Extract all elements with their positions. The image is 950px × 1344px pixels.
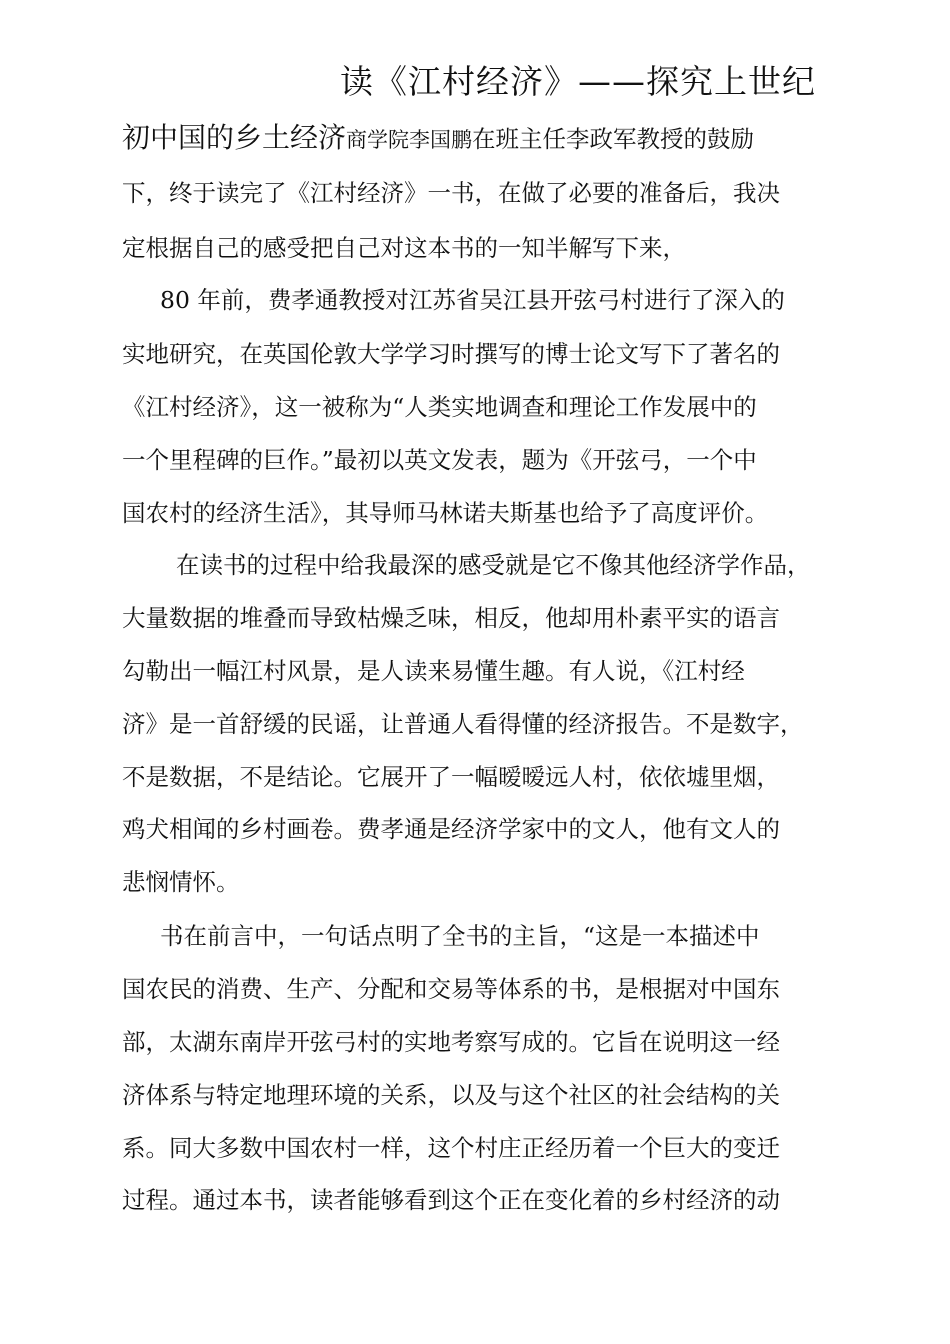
body-text-line: 济》是一首舒缓的民谣，让普通人看得懂的经济报告。不是数字， <box>122 710 804 738</box>
body-text-line: 系。同大多数中国农村一样，这个村庄正经历着一个巨大的变迁 <box>122 1134 780 1162</box>
body-text-line: 国农民的消费、生产、分配和交易等体系的书，是根据对中国东 <box>122 975 780 1003</box>
body-text-line: 定根据自己的感受把自己对这本书的一知半解写下来， <box>122 234 686 262</box>
body-text-line: 不是数据，不是结论。它展开了一幅暧暧远人村，依依墟里烟， <box>122 763 780 791</box>
body-text-line: 大量数据的堆叠而导致枯燥乏味，相反，他却用朴素平实的语言 <box>122 604 780 632</box>
paragraph-start-line: 书在前言中，一句话点明了全书的主旨，“这是一本描述中 <box>160 922 760 950</box>
body-text-line: 实地研究，在英国伦敦大学学习时撰写的博士论文写下了著名的 <box>122 340 780 368</box>
body-text-line: 一个里程碑的巨作。”最初以英文发表，题为《开弦弓，一个中 <box>122 446 757 474</box>
body-text-line: 《江村经济》，这一被称为“人类实地调查和理论工作发展中的 <box>122 393 757 421</box>
body-text-line: 过程。通过本书，读者能够看到这个正在变化着的乡村经济的动 <box>122 1186 780 1214</box>
body-text-line: 在班主任李政军教授的鼓励 <box>472 125 755 153</box>
paragraph-start-line: 在读书的过程中给我最深的感受就是它不像其他经济学作品， <box>176 551 811 579</box>
author-line: 商学院李国鹏 <box>346 128 473 152</box>
title-line-2 <box>122 121 755 154</box>
body-text-line: 鸡犬相闻的乡村画卷。费孝通是经济学家中的文人，他有文人的 <box>122 815 780 843</box>
paragraph-start-line: 80 年前，费孝通教授对江苏省吴江县开弦弓村进行了深入的 <box>160 286 785 314</box>
body-text-line: 部，太湖东南岸开弦弓村的实地考察写成的。它旨在说明这一经 <box>122 1028 780 1056</box>
body-text-line: 国农村的经济生活》，其导师马林诺夫斯基也给予了高度评价。 <box>122 499 769 527</box>
body-text-line: 下，终于读完了《江村经济》一书，在做了必要的准备后，我决 <box>122 179 780 207</box>
body-text-line: 济体系与特定地理环境的关系，以及与这个社区的社会结构的关 <box>122 1081 780 1109</box>
title-continuation: 初中国的乡土经济 <box>122 121 347 154</box>
body-text-line: 勾勒出一幅江村风景，是人读来易懂生趣。有人说，《江村经 <box>122 657 745 685</box>
body-text-line: 悲悯情怀。 <box>122 868 240 896</box>
title-line-1: 读《江村经济》——探究上世纪 <box>340 62 816 101</box>
